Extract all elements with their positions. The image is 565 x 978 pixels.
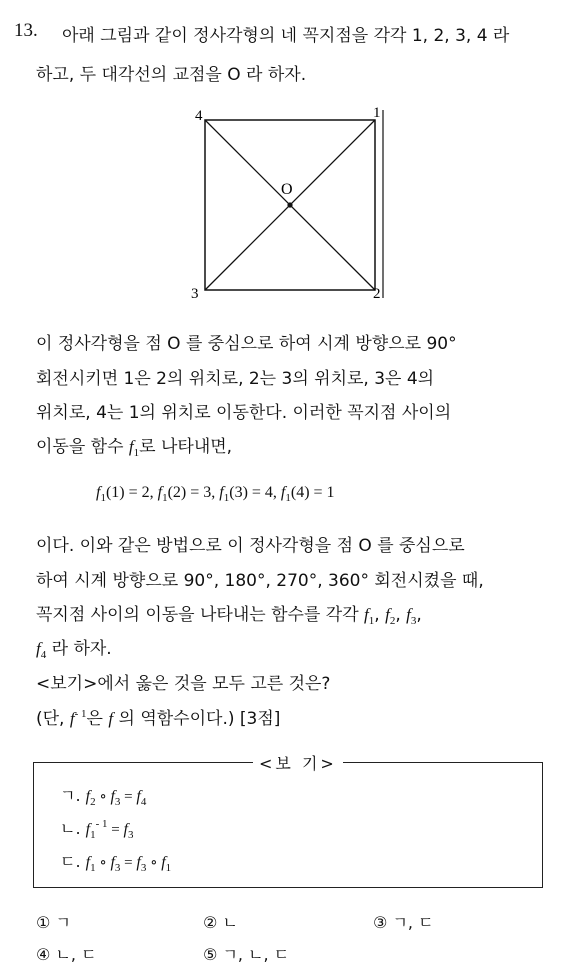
problem-number: 13.	[14, 20, 38, 41]
label-vertex-4: 4	[195, 108, 203, 124]
p1-line-4-pre: 이동을 함수	[36, 437, 124, 457]
p1-line-2: 회전시키면 1은 2의 위치로, 2는 3의 위치로, 3은 4의	[36, 369, 435, 389]
p1-line-4	[36, 432, 232, 459]
bogi-title: <보 기>	[253, 751, 343, 774]
p2-line-3: 꼭지점 사이의 이동을 나타내는 함수를 각각 $f_1$, $f_2$, $f_3$,	[36, 605, 422, 627]
choice-1[interactable]: ① ㄱ	[36, 913, 71, 932]
question-text: <보기>에서 옳은 것을 모두 고른 것은?	[36, 674, 331, 694]
label-center-o: O	[281, 181, 293, 198]
choice-3[interactable]: ③ ㄱ, ㄷ	[373, 913, 434, 932]
f-subscript: 1	[133, 447, 140, 459]
bogi-item-1: ㄱ. $f_2$ ∘ $f_3 = f_4$	[60, 786, 147, 808]
bogi-item-3: ㄷ. $f_1$ ∘ $f_3 = f_3$ ∘ $f_1$	[60, 852, 172, 874]
intro-line-2: 하고, 두 대각선의 교점을 O 라 하자.	[36, 65, 307, 85]
label-vertex-3: 3	[191, 286, 199, 302]
note-text: (단, $f^{- 1}$은 f 의 역함수이다.) [3점]	[36, 708, 281, 729]
choice-5[interactable]: ⑤ ㄱ, ㄴ, ㄷ	[203, 945, 290, 964]
p1-line-1: 이 정사각형을 점 O 를 중심으로 하여 시계 방향으로 90°	[36, 334, 457, 354]
choice-4[interactable]: ④ ㄴ, ㄷ	[36, 945, 97, 964]
p2-line-4: $f_4$ 라 하자.	[36, 639, 112, 661]
square-figure	[185, 100, 395, 310]
choice-2[interactable]: ② ㄴ	[203, 913, 238, 932]
p2-line-1: 이다. 이와 같은 방법으로 이 정사각형을 점 O 를 중심으로	[36, 536, 465, 556]
p1-line-3: 위치로, 4는 1의 위치로 이동한다. 이러한 꼭지점 사이의	[36, 403, 452, 423]
f-symbol: f	[128, 437, 134, 456]
formula-line: $f_1(1) = 2$, $f_1(2) = 3$, $f_1(3) = 4$, $f_1(4) = 1$	[96, 484, 335, 504]
bogi-item-2: ㄴ. $f_1^{- 1} = f_3$	[60, 818, 134, 841]
p2-line-2: 하여 시계 방향으로 90°, 180°, 270°, 360° 회전시켰을 때,	[36, 571, 484, 591]
label-vertex-2: 2	[373, 286, 381, 302]
intro-line-1: 아래 그림과 같이 정사각형의 네 꼭지점을 각각 1, 2, 3, 4 라	[62, 26, 510, 46]
label-vertex-1: 1	[373, 105, 381, 121]
p1-line-4-post: 로 나타내면,	[139, 437, 233, 457]
center-point	[287, 202, 292, 207]
